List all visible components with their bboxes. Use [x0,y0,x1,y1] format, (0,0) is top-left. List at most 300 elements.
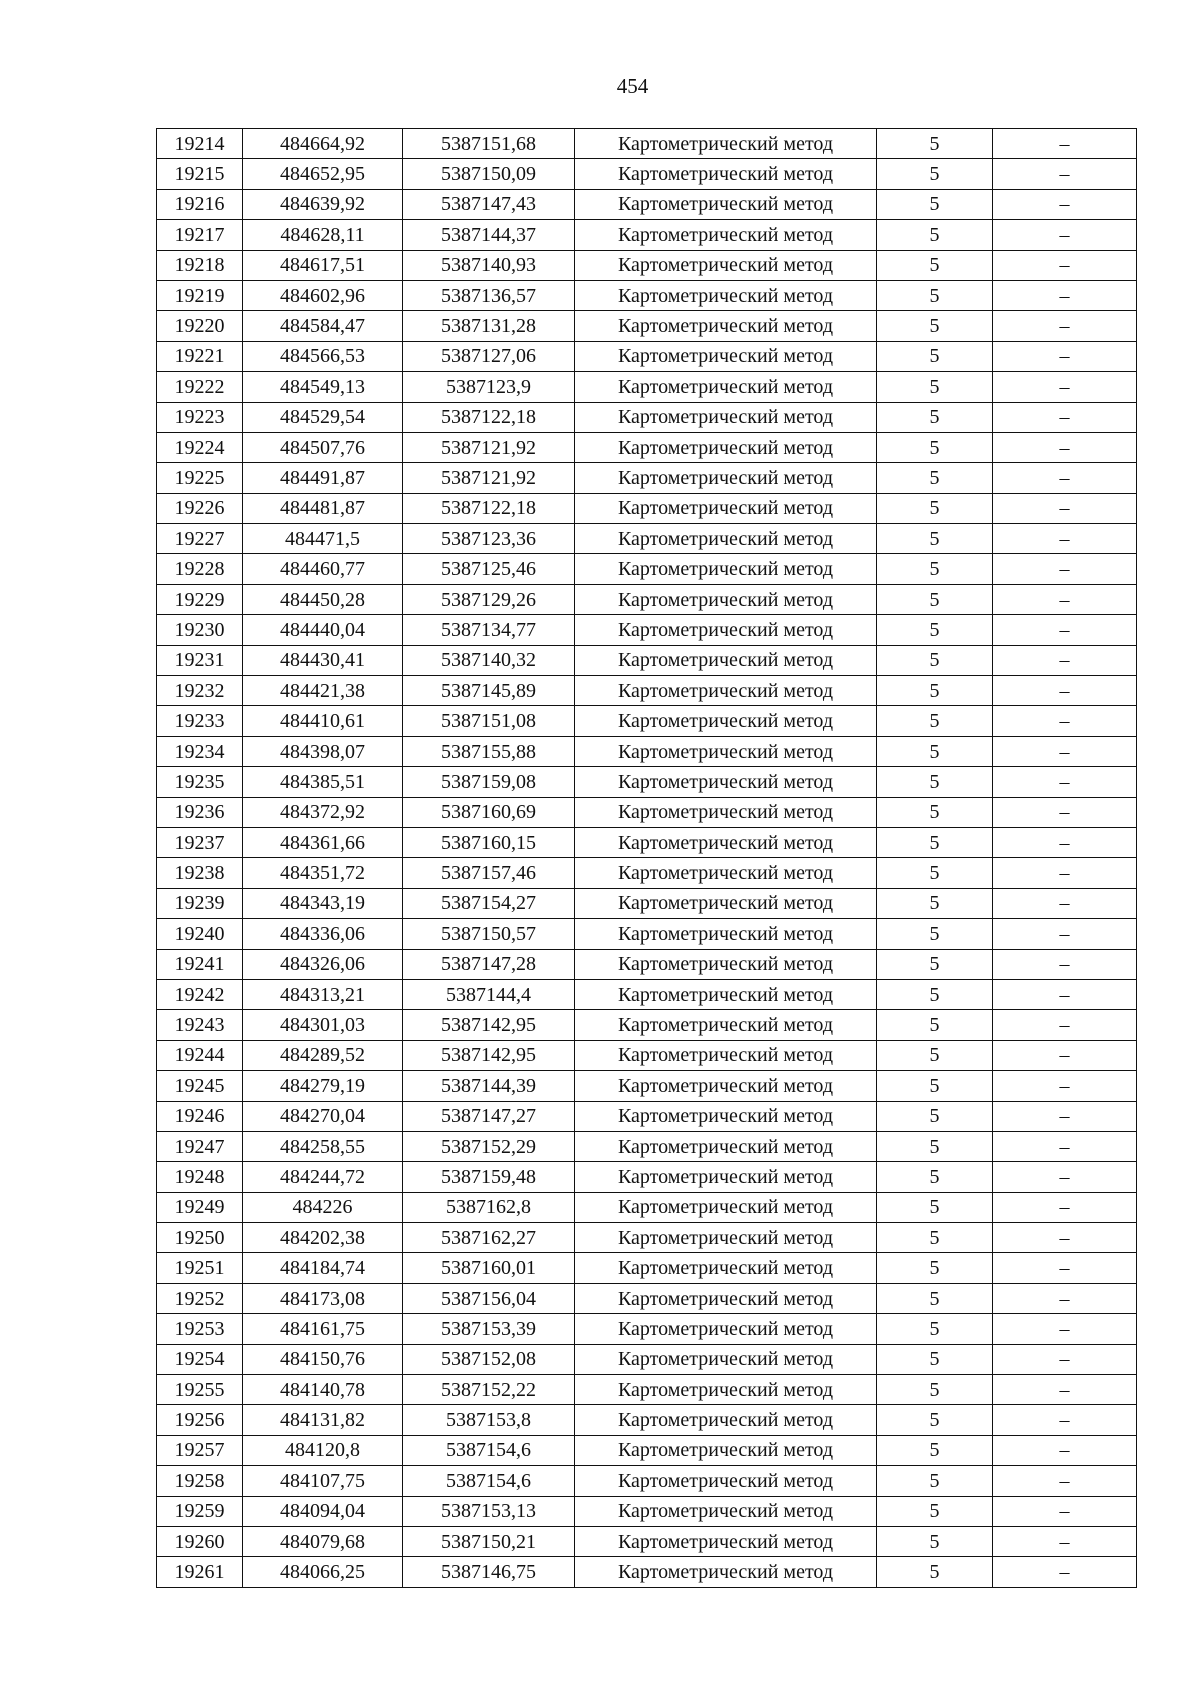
y-coordinate-cell: 5387162,27 [403,1223,575,1253]
note-cell: – [993,706,1137,736]
x-coordinate-cell: 484131,82 [243,1405,403,1435]
point-number-cell: 19215 [157,159,243,189]
accuracy-cell: 5 [877,402,993,432]
method-cell: Картометрический метод [575,1010,877,1040]
point-number-cell: 19224 [157,432,243,462]
note-cell: – [993,1101,1137,1131]
x-coordinate-cell: 484398,07 [243,736,403,766]
note-cell: – [993,402,1137,432]
table-row [157,372,1137,402]
note-cell: – [993,827,1137,857]
point-number-cell: 19249 [157,1192,243,1222]
note-cell: – [993,1435,1137,1465]
y-coordinate-cell: 5387154,6 [403,1466,575,1496]
y-coordinate-cell: 5387147,27 [403,1101,575,1131]
y-coordinate-cell: 5387145,89 [403,676,575,706]
accuracy-cell: 5 [877,736,993,766]
method-cell: Картометрический метод [575,1162,877,1192]
y-coordinate-cell: 5387162,8 [403,1192,575,1222]
table-row [157,1040,1137,1070]
method-cell: Картометрический метод [575,736,877,766]
accuracy-cell: 5 [877,1131,993,1161]
point-number-cell: 19226 [157,493,243,523]
accuracy-cell: 5 [877,1435,993,1465]
x-coordinate-cell: 484430,41 [243,645,403,675]
note-cell: – [993,1405,1137,1435]
table-row [157,493,1137,523]
accuracy-cell: 5 [877,1557,993,1587]
x-coordinate-cell: 484140,78 [243,1375,403,1405]
accuracy-cell: 5 [877,1010,993,1040]
note-cell: – [993,767,1137,797]
x-coordinate-cell: 484421,38 [243,676,403,706]
point-number-cell: 19252 [157,1283,243,1313]
table-row [157,432,1137,462]
accuracy-cell: 5 [877,645,993,675]
x-coordinate-cell: 484385,51 [243,767,403,797]
y-coordinate-cell: 5387151,08 [403,706,575,736]
note-cell: – [993,129,1137,159]
method-cell: Картометрический метод [575,1040,877,1070]
accuracy-cell: 5 [877,280,993,310]
y-coordinate-cell: 5387150,57 [403,919,575,949]
table-row [157,615,1137,645]
note-cell: – [993,615,1137,645]
y-coordinate-cell: 5387154,6 [403,1435,575,1465]
note-cell: – [993,159,1137,189]
y-coordinate-cell: 5387153,39 [403,1314,575,1344]
x-coordinate-cell: 484351,72 [243,858,403,888]
accuracy-cell: 5 [877,827,993,857]
note-cell: – [993,1131,1137,1161]
note-cell: – [993,645,1137,675]
method-cell: Картометрический метод [575,1557,877,1587]
note-cell: – [993,1010,1137,1040]
x-coordinate-cell: 484094,04 [243,1496,403,1526]
note-cell: – [993,1496,1137,1526]
x-coordinate-cell: 484460,77 [243,554,403,584]
accuracy-cell: 5 [877,858,993,888]
table-row [157,827,1137,857]
accuracy-cell: 5 [877,1526,993,1556]
note-cell: – [993,1223,1137,1253]
accuracy-cell: 5 [877,949,993,979]
point-number-cell: 19237 [157,827,243,857]
note-cell: – [993,1192,1137,1222]
table-row [157,1253,1137,1283]
accuracy-cell: 5 [877,159,993,189]
method-cell: Картометрический метод [575,402,877,432]
point-number-cell: 19246 [157,1101,243,1131]
y-coordinate-cell: 5387123,36 [403,524,575,554]
point-number-cell: 19230 [157,615,243,645]
accuracy-cell: 5 [877,584,993,614]
x-coordinate-cell: 484652,95 [243,159,403,189]
point-number-cell: 19222 [157,372,243,402]
accuracy-cell: 5 [877,1040,993,1070]
x-coordinate-cell: 484301,03 [243,1010,403,1040]
note-cell: – [993,858,1137,888]
method-cell: Картометрический метод [575,1192,877,1222]
y-coordinate-cell: 5387155,88 [403,736,575,766]
method-cell: Картометрический метод [575,1283,877,1313]
x-coordinate-cell: 484491,87 [243,463,403,493]
table-row [157,1283,1137,1313]
table-row [157,1344,1137,1374]
point-number-cell: 19229 [157,584,243,614]
point-number-cell: 19245 [157,1071,243,1101]
note-cell: – [993,888,1137,918]
note-cell: – [993,463,1137,493]
y-coordinate-cell: 5387152,22 [403,1375,575,1405]
y-coordinate-cell: 5387160,01 [403,1253,575,1283]
x-coordinate-cell: 484440,04 [243,615,403,645]
table-row [157,1162,1137,1192]
point-number-cell: 19218 [157,250,243,280]
point-number-cell: 19258 [157,1466,243,1496]
note-cell: – [993,493,1137,523]
table-row [157,1496,1137,1526]
note-cell: – [993,1344,1137,1374]
x-coordinate-cell: 484450,28 [243,584,403,614]
x-coordinate-cell: 484617,51 [243,250,403,280]
y-coordinate-cell: 5387151,68 [403,129,575,159]
table-row [157,949,1137,979]
accuracy-cell: 5 [877,888,993,918]
y-coordinate-cell: 5387140,32 [403,645,575,675]
point-number-cell: 19251 [157,1253,243,1283]
accuracy-cell: 5 [877,615,993,645]
x-coordinate-cell: 484161,75 [243,1314,403,1344]
method-cell: Картометрический метод [575,189,877,219]
x-coordinate-cell: 484549,13 [243,372,403,402]
table-row [157,1526,1137,1556]
method-cell: Картометрический метод [575,220,877,250]
table-row [157,1101,1137,1131]
accuracy-cell: 5 [877,189,993,219]
note-cell: – [993,554,1137,584]
note-cell: – [993,1526,1137,1556]
point-number-cell: 19236 [157,797,243,827]
x-coordinate-cell: 484326,06 [243,949,403,979]
method-cell: Картометрический метод [575,1314,877,1344]
point-number-cell: 19253 [157,1314,243,1344]
x-coordinate-cell: 484120,8 [243,1435,403,1465]
table-row [157,1405,1137,1435]
x-coordinate-cell: 484107,75 [243,1466,403,1496]
accuracy-cell: 5 [877,1344,993,1374]
point-number-cell: 19261 [157,1557,243,1587]
accuracy-cell: 5 [877,463,993,493]
x-coordinate-cell: 484289,52 [243,1040,403,1070]
x-coordinate-cell: 484566,53 [243,341,403,371]
coordinates-table-body [157,129,1137,1588]
method-cell: Картометрический метод [575,1405,877,1435]
point-number-cell: 19243 [157,1010,243,1040]
note-cell: – [993,432,1137,462]
table-row [157,676,1137,706]
method-cell: Картометрический метод [575,463,877,493]
note-cell: – [993,189,1137,219]
x-coordinate-cell: 484639,92 [243,189,403,219]
method-cell: Картометрический метод [575,524,877,554]
x-coordinate-cell: 484279,19 [243,1071,403,1101]
note-cell: – [993,524,1137,554]
point-number-cell: 19256 [157,1405,243,1435]
x-coordinate-cell: 484079,68 [243,1526,403,1556]
table-row [157,1466,1137,1496]
point-number-cell: 19247 [157,1131,243,1161]
y-coordinate-cell: 5387131,28 [403,311,575,341]
method-cell: Картометрический метод [575,797,877,827]
accuracy-cell: 5 [877,1283,993,1313]
table-row [157,1223,1137,1253]
method-cell: Картометрический метод [575,280,877,310]
note-cell: – [993,1466,1137,1496]
note-cell: – [993,676,1137,706]
note-cell: – [993,584,1137,614]
method-cell: Картометрический метод [575,1466,877,1496]
method-cell: Картометрический метод [575,372,877,402]
accuracy-cell: 5 [877,554,993,584]
accuracy-cell: 5 [877,767,993,797]
y-coordinate-cell: 5387140,93 [403,250,575,280]
x-coordinate-cell: 484173,08 [243,1283,403,1313]
method-cell: Картометрический метод [575,767,877,797]
accuracy-cell: 5 [877,676,993,706]
y-coordinate-cell: 5387144,37 [403,220,575,250]
note-cell: – [993,979,1137,1009]
table-row [157,797,1137,827]
accuracy-cell: 5 [877,1192,993,1222]
accuracy-cell: 5 [877,341,993,371]
x-coordinate-cell: 484244,72 [243,1162,403,1192]
x-coordinate-cell: 484602,96 [243,280,403,310]
method-cell: Картометрический метод [575,432,877,462]
method-cell: Картометрический метод [575,1526,877,1556]
table-row [157,189,1137,219]
y-coordinate-cell: 5387152,29 [403,1131,575,1161]
table-row [157,858,1137,888]
accuracy-cell: 5 [877,706,993,736]
table-row [157,129,1137,159]
table-row [157,554,1137,584]
accuracy-cell: 5 [877,432,993,462]
method-cell: Картометрический метод [575,250,877,280]
x-coordinate-cell: 484584,47 [243,311,403,341]
x-coordinate-cell: 484336,06 [243,919,403,949]
method-cell: Картометрический метод [575,1344,877,1374]
accuracy-cell: 5 [877,797,993,827]
accuracy-cell: 5 [877,493,993,523]
y-coordinate-cell: 5387153,8 [403,1405,575,1435]
accuracy-cell: 5 [877,1496,993,1526]
x-coordinate-cell: 484270,04 [243,1101,403,1131]
point-number-cell: 19221 [157,341,243,371]
point-number-cell: 19232 [157,676,243,706]
table-row [157,888,1137,918]
x-coordinate-cell: 484202,38 [243,1223,403,1253]
note-cell: – [993,1040,1137,1070]
x-coordinate-cell: 484343,19 [243,888,403,918]
method-cell: Картометрический метод [575,1496,877,1526]
y-coordinate-cell: 5387150,09 [403,159,575,189]
x-coordinate-cell: 484361,66 [243,827,403,857]
method-cell: Картометрический метод [575,888,877,918]
y-coordinate-cell: 5387144,39 [403,1071,575,1101]
y-coordinate-cell: 5387159,48 [403,1162,575,1192]
x-coordinate-cell: 484507,76 [243,432,403,462]
table-row [157,1375,1137,1405]
accuracy-cell: 5 [877,919,993,949]
point-number-cell: 19223 [157,402,243,432]
point-number-cell: 19241 [157,949,243,979]
y-coordinate-cell: 5387156,04 [403,1283,575,1313]
accuracy-cell: 5 [877,1162,993,1192]
note-cell: – [993,280,1137,310]
accuracy-cell: 5 [877,311,993,341]
note-cell: – [993,372,1137,402]
note-cell: – [993,736,1137,766]
x-coordinate-cell: 484471,5 [243,524,403,554]
method-cell: Картометрический метод [575,1071,877,1101]
accuracy-cell: 5 [877,372,993,402]
accuracy-cell: 5 [877,250,993,280]
y-coordinate-cell: 5387159,08 [403,767,575,797]
note-cell: – [993,797,1137,827]
y-coordinate-cell: 5387125,46 [403,554,575,584]
note-cell: – [993,919,1137,949]
method-cell: Картометрический метод [575,858,877,888]
note-cell: – [993,311,1137,341]
note-cell: – [993,1071,1137,1101]
table-row [157,1192,1137,1222]
y-coordinate-cell: 5387146,75 [403,1557,575,1587]
point-number-cell: 19220 [157,311,243,341]
y-coordinate-cell: 5387160,15 [403,827,575,857]
table-row [157,1557,1137,1587]
method-cell: Картометрический метод [575,706,877,736]
method-cell: Картометрический метод [575,341,877,371]
note-cell: – [993,1162,1137,1192]
point-number-cell: 19235 [157,767,243,797]
table-row [157,402,1137,432]
note-cell: – [993,1253,1137,1283]
x-coordinate-cell: 484184,74 [243,1253,403,1283]
point-number-cell: 19225 [157,463,243,493]
y-coordinate-cell: 5387136,57 [403,280,575,310]
point-number-cell: 19217 [157,220,243,250]
y-coordinate-cell: 5387129,26 [403,584,575,614]
x-coordinate-cell: 484664,92 [243,129,403,159]
y-coordinate-cell: 5387121,92 [403,463,575,493]
point-number-cell: 19248 [157,1162,243,1192]
point-number-cell: 19219 [157,280,243,310]
y-coordinate-cell: 5387154,27 [403,888,575,918]
method-cell: Картометрический метод [575,676,877,706]
method-cell: Картометрический метод [575,615,877,645]
note-cell: – [993,1314,1137,1344]
point-number-cell: 19255 [157,1375,243,1405]
method-cell: Картометрический метод [575,554,877,584]
point-number-cell: 19254 [157,1344,243,1374]
point-number-cell: 19242 [157,979,243,1009]
method-cell: Картометрический метод [575,129,877,159]
page-number: 454 [616,74,649,98]
table-row [157,1071,1137,1101]
accuracy-cell: 5 [877,1101,993,1131]
accuracy-cell: 5 [877,1253,993,1283]
x-coordinate-cell: 484529,54 [243,402,403,432]
method-cell: Картометрический метод [575,493,877,523]
point-number-cell: 19260 [157,1526,243,1556]
method-cell: Картометрический метод [575,584,877,614]
y-coordinate-cell: 5387160,69 [403,797,575,827]
method-cell: Картометрический метод [575,311,877,341]
x-coordinate-cell: 484372,92 [243,797,403,827]
point-number-cell: 19214 [157,129,243,159]
table-row [157,220,1137,250]
y-coordinate-cell: 5387150,21 [403,1526,575,1556]
y-coordinate-cell: 5387121,92 [403,432,575,462]
x-coordinate-cell: 484066,25 [243,1557,403,1587]
table-row [157,159,1137,189]
x-coordinate-cell: 484410,61 [243,706,403,736]
table-row [157,584,1137,614]
x-coordinate-cell: 484226 [243,1192,403,1222]
point-number-cell: 19216 [157,189,243,219]
table-row [157,280,1137,310]
table-row [157,524,1137,554]
note-cell: – [993,250,1137,280]
point-number-cell: 19228 [157,554,243,584]
x-coordinate-cell: 484150,76 [243,1344,403,1374]
table-row [157,1131,1137,1161]
y-coordinate-cell: 5387127,06 [403,341,575,371]
y-coordinate-cell: 5387152,08 [403,1344,575,1374]
point-number-cell: 19259 [157,1496,243,1526]
y-coordinate-cell: 5387142,95 [403,1010,575,1040]
point-number-cell: 19238 [157,858,243,888]
note-cell: – [993,1557,1137,1587]
accuracy-cell: 5 [877,1223,993,1253]
note-cell: – [993,1283,1137,1313]
x-coordinate-cell: 484313,21 [243,979,403,1009]
note-cell: – [993,1375,1137,1405]
table-row [157,919,1137,949]
table-row [157,1314,1137,1344]
x-coordinate-cell: 484481,87 [243,493,403,523]
point-number-cell: 19257 [157,1435,243,1465]
point-number-cell: 19244 [157,1040,243,1070]
table-row [157,250,1137,280]
coordinates-table [156,128,1137,1588]
accuracy-cell: 5 [877,129,993,159]
accuracy-cell: 5 [877,979,993,1009]
y-coordinate-cell: 5387147,43 [403,189,575,219]
method-cell: Картометрический метод [575,1101,877,1131]
method-cell: Картометрический метод [575,1435,877,1465]
point-number-cell: 19239 [157,888,243,918]
method-cell: Картометрический метод [575,1131,877,1161]
y-coordinate-cell: 5387122,18 [403,402,575,432]
y-coordinate-cell: 5387157,46 [403,858,575,888]
y-coordinate-cell: 5387153,13 [403,1496,575,1526]
method-cell: Картометрический метод [575,827,877,857]
note-cell: – [993,220,1137,250]
table-row [157,311,1137,341]
table-row [157,767,1137,797]
